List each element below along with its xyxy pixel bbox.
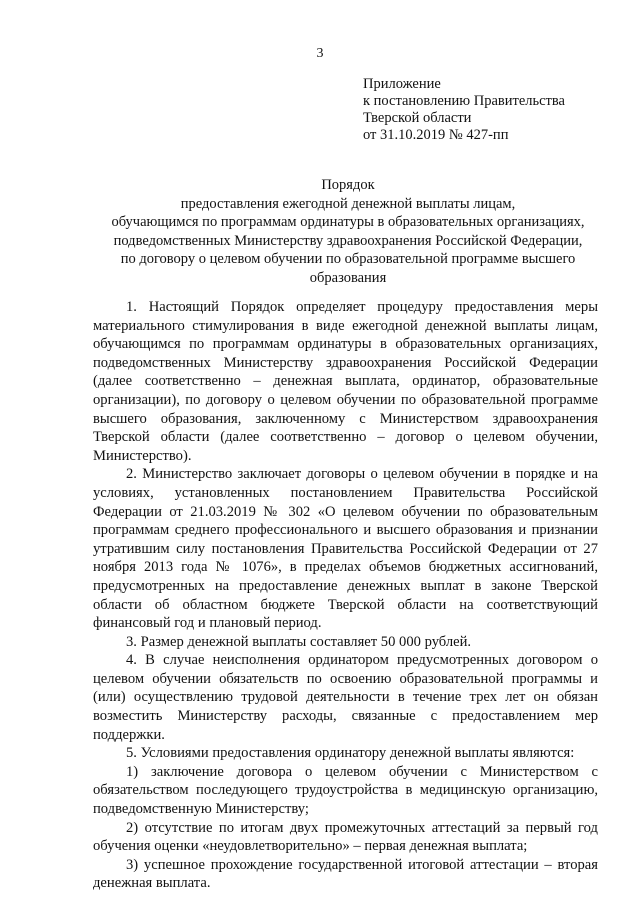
paragraph: 1. Настоящий Порядок определяет процедуру предоставления меры материального стимулирования в виде ежегодной денежной выплаты лицам, обучающимся по программам ординатуры в образовательных организациях, подведомственных Министерству здравоохранения Российской Федерации (далее соответственно – денежная выплата, ординатор, образовательные организации), по договору о целевом обучении по образовательной программе высшего образования, заключенному с Министерством здравоохранения Тверской области (далее соответственно – договор о целевом обучении, Министерство).: [93, 299, 598, 464]
title-line: образования: [309, 269, 387, 286]
document-title: [60, 176, 636, 287]
title-line: предоставления ежегодной денежной выплаты лицам,: [180, 195, 516, 212]
list-item: 2) отсутствие по итогам двух промежуточных аттестаций за первый год обучения оценки «неудовлетворительно» – первая денежная выплата;: [93, 819, 598, 855]
appendix-line: от 31.10.2019 № 427-пп: [363, 127, 509, 143]
title-line: обучающимся по программам ординатуры в образовательных организациях,: [111, 214, 585, 230]
paragraph: 4. В случае неисполнения ординатором предусмотренных договором о целевом обучении обязательств по освоению образовательной программы и (или) осуществлению трудовой деятельности в течение трех лет он обязан возместить Министерству расходы, связанные с предоставлением мер поддержки.: [93, 652, 598, 743]
document-body: [93, 298, 598, 893]
page-number: 3: [316, 46, 324, 61]
paragraph: 5. Условиями предоставления ординатору денежной выплаты являются:: [126, 745, 575, 762]
list-item: 3) успешное прохождение государственной итоговой аттестации – вторая денежная выплата.: [93, 856, 598, 892]
paragraph: 3. Размер денежной выплаты составляет 50 000 рублей.: [126, 633, 472, 650]
appendix-block: [363, 76, 565, 144]
title-line: по договору о целевом обучении по образовательной программе высшего: [120, 251, 576, 267]
title-line: подведомственных Министерству здравоохранения Российской Федерации,: [113, 232, 583, 249]
appendix-line: к постановлению Правительства: [363, 93, 565, 109]
appendix-line: Тверской области: [363, 110, 472, 126]
paragraph: 2. Министерство заключает договоры о целевом обучении в порядке и на условиях, установленных постановлением Правительства Российской Федерации от 21.03.2019 № 302 «О целевом обучении по образовательным программам среднего профессионального и высшего образования и признании утратившим силу постановления Правительства Российской Федерации от 27 ноября 2013 года № 1076», в пределах объемов бюджетных ассигнований, предусмотренных на предоставление денежных выплат в законе Тверской области об областном бюджете Тверской области на соответствующий финансовый год и плановый период.: [93, 466, 598, 632]
appendix-line: Приложение: [363, 76, 441, 92]
title-heading: Порядок: [321, 177, 375, 193]
list-item: 1) заключение договора о целевом обучении с Министерством с обязательством последующего трудоустройства в медицинскую организацию, подведомственную Министерству;: [93, 763, 598, 818]
